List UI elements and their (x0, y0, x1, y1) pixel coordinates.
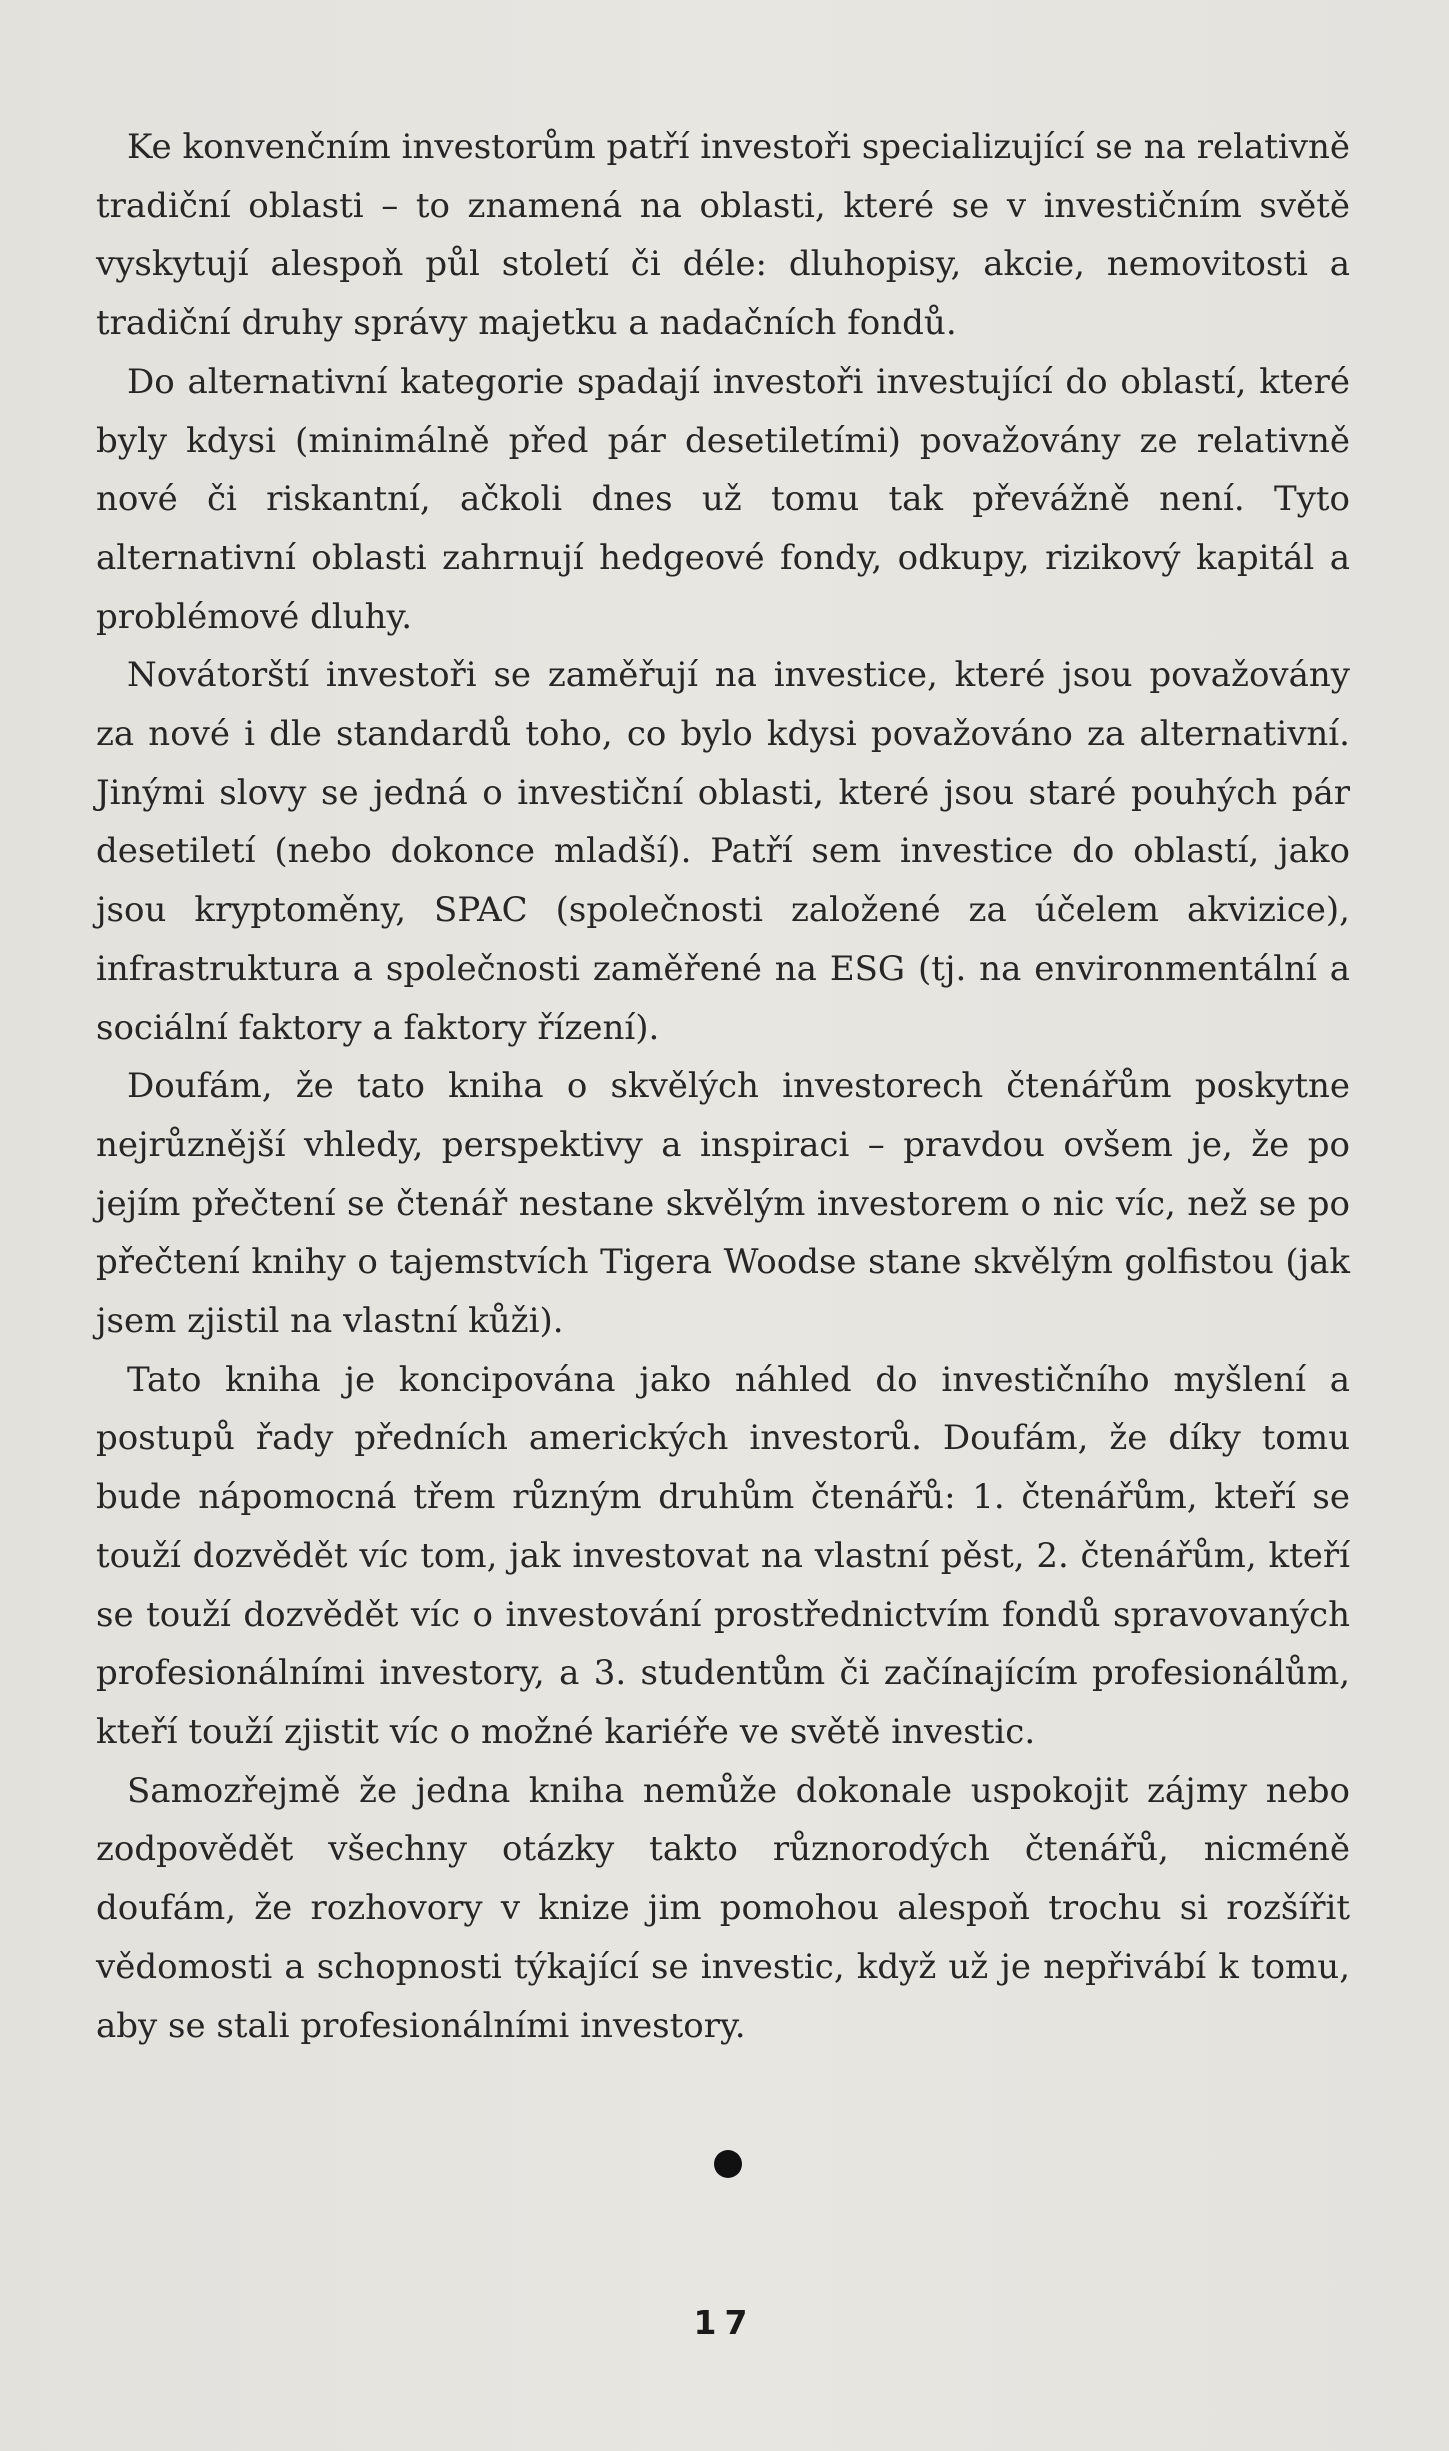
paragraph-3: Novátorští investoři se zaměřují na investice, které jsou považovány za nové i dle standardů toho, co bylo kdysi považováno za alternativní. Jinými slovy se jedná o investiční oblasti, které jsou staré pouhých pár desetiletí (nebo dokonce mladší). Patří sem investice do oblastí, jako jsou kryptoměny, SPAC (společnosti založené za účelem akvizice), infrastruktura a společnosti zaměřené na ESG (tj. na environmentální a sociální faktory a faktory řízení). (96, 655, 1350, 1048)
page-number: 17 (693, 2303, 756, 2342)
paragraph-2: Do alternativní kategorie spadají investoři investující do oblastí, které byly kdysi (minimálně před pár desetiletími) považovány ze relativně nové či riskantní, ačkoli dnes už tomu tak převážně není. Tyto alternativní oblasti zahrnují hedgeové fondy, odkupy, rizikový kapitál a problémové dluhy. (96, 361, 1350, 637)
paragraph-5: Tato kniha je koncipována jako náhled do investičního myšlení a postupů řady předních amerických investorů. Doufám, že díky tomu bude nápomocná třem různým druhům čtenářů: 1. čtenářům, kteří se touží dozvědět víc tom, jak investovat na vlastní pěst, 2. čtenářům, kteří se touží dozvědět víc o investování prostřednictvím fondů spravovaných profesionálními investory, a 3. studentům či začínajícím profesionálům, kteří touží zjistit víc o možné kariéře ve světě investic. (96, 1359, 1350, 1752)
section-end-bullet (714, 2150, 742, 2178)
body-text (96, 118, 1350, 2055)
paragraph-1: Ke konvenčním investorům patří investoři specializující se na relativně tradiční oblasti – to znamená na oblasti, které se v investičním světě vyskytují alespoň půl století či déle: dluhopisy, akcie, nemovitosti a tradiční druhy správy majetku a nadačních fondů. (96, 127, 1350, 344)
paragraph-6: Samozřejmě že jedna kniha nemůže dokonale uspokojit zájmy nebo zodpovědět všechny otázky takto různorodých čtenářů, nicméně doufám, že rozhovory v knize jim pomohou alespoň trochu si rozšířit vědomosti a schopnosti týkající se investic, když už je nepřivábí k tomu, aby se stali profesionálními investory. (96, 1770, 1350, 2046)
paragraph-4: Doufám, že tato kniha o skvělých investorech čtenářům poskytne nejrůznější vhledy, perspektivy a inspiraci – pravdou ovšem je, že po jejím přečtení se čtenář nestane skvělým investorem o nic víc, než se po přečtení knihy o tajemstvích Tigera Woodse stane skvělým golfistou (jak jsem zjistil na vlastní kůži). (96, 1066, 1350, 1342)
